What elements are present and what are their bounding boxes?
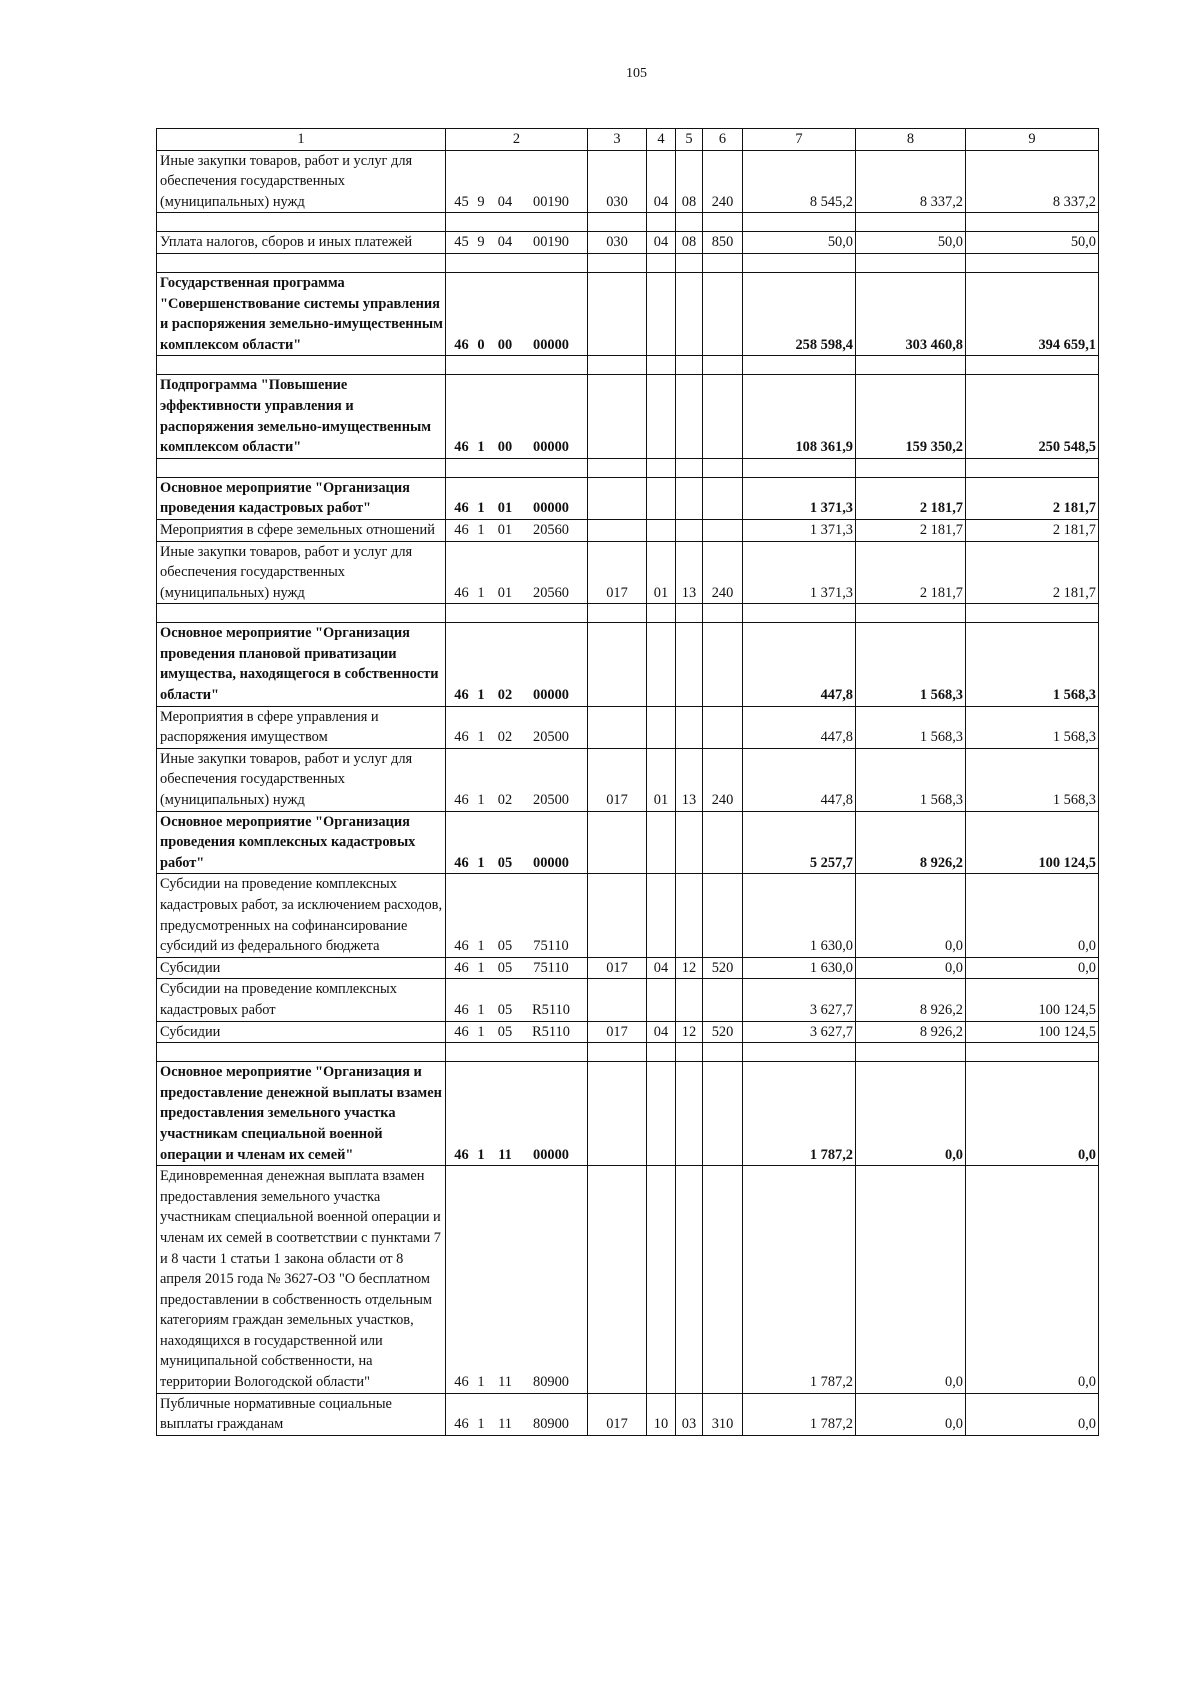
expense-type-code: 240 — [703, 541, 743, 604]
target-code — [446, 1166, 588, 1394]
row-name: Уплата налогов, сборов и иных платежей — [157, 232, 446, 254]
spacer-row — [157, 458, 1099, 477]
table-row — [157, 706, 1099, 748]
table-row — [157, 874, 1099, 957]
section-code: 04 — [647, 957, 676, 979]
code-program: 46 — [454, 1001, 469, 1018]
section-code: 10 — [647, 1393, 676, 1435]
code-program: 46 — [454, 687, 469, 704]
row-name: Субсидии на проведение комплексных кадастровых работ, за исключением расходов, предусмотренных на софинансирование субсидий из федерального бюджета — [157, 874, 446, 957]
amount-year-3: 250 548,5 — [966, 375, 1099, 458]
code-activity: 11 — [498, 1146, 512, 1163]
expense-type-code: 240 — [703, 748, 743, 811]
code-subprogram: 1 — [477, 729, 485, 746]
code-subprogram: 9 — [477, 193, 485, 210]
grbs-code — [588, 477, 647, 519]
amount-year-1: 447,8 — [743, 706, 856, 748]
amount-year-2: 1 568,3 — [856, 706, 966, 748]
grbs-code: 017 — [588, 957, 647, 979]
table-row — [157, 1166, 1099, 1394]
code-subprogram: 1 — [477, 584, 485, 601]
budget-table — [156, 128, 1099, 1436]
amount-year-1: 447,8 — [743, 748, 856, 811]
row-name: Субсидии — [157, 1021, 446, 1043]
spacer-row — [157, 356, 1099, 375]
code-direction: 00190 — [533, 193, 569, 210]
target-code — [446, 150, 588, 213]
subsection-code — [676, 519, 703, 541]
target-code — [446, 706, 588, 748]
column-header: 9 — [966, 129, 1099, 151]
expense-type-code — [703, 874, 743, 957]
code-subprogram: 1 — [477, 521, 485, 538]
section-code: 01 — [647, 748, 676, 811]
code-program: 46 — [454, 792, 469, 809]
subsection-code — [676, 477, 703, 519]
subsection-code — [676, 1062, 703, 1166]
grbs-code — [588, 1166, 647, 1394]
amount-year-3: 2 181,7 — [966, 477, 1099, 519]
section-code — [647, 979, 676, 1021]
column-header: 3 — [588, 129, 647, 151]
amount-year-1: 108 361,9 — [743, 375, 856, 458]
amount-year-3: 1 568,3 — [966, 623, 1099, 706]
code-program: 46 — [454, 1146, 469, 1163]
row-name: Подпрограмма "Повышение эффективности управления и распоряжения земельно-имущественным комплексом области" — [157, 375, 446, 458]
grbs-code: 030 — [588, 150, 647, 213]
code-program: 46 — [454, 854, 469, 871]
section-code — [647, 1062, 676, 1166]
code-activity: 00 — [497, 336, 513, 353]
table-body — [157, 150, 1099, 1435]
target-code — [446, 957, 588, 979]
amount-year-3: 1 568,3 — [966, 748, 1099, 811]
subsection-code — [676, 811, 703, 874]
section-code — [647, 1166, 676, 1394]
target-code — [446, 541, 588, 604]
subsection-code: 08 — [676, 232, 703, 254]
amount-year-2: 1 568,3 — [856, 748, 966, 811]
amount-year-3: 394 659,1 — [966, 272, 1099, 355]
expense-type-code: 520 — [703, 1021, 743, 1043]
amount-year-1: 1 787,2 — [743, 1166, 856, 1394]
code-activity: 04 — [497, 193, 513, 210]
amount-year-3: 100 124,5 — [966, 811, 1099, 874]
amount-year-2: 8 337,2 — [856, 150, 966, 213]
expense-type-code — [703, 477, 743, 519]
amount-year-3: 0,0 — [966, 1393, 1099, 1435]
grbs-code: 017 — [588, 541, 647, 604]
amount-year-1: 1 371,3 — [743, 541, 856, 604]
column-header: 5 — [676, 129, 703, 151]
table-row — [157, 957, 1099, 979]
expense-type-code — [703, 272, 743, 355]
code-subprogram: 1 — [477, 439, 485, 456]
code-subprogram: 1 — [477, 1416, 485, 1433]
code-direction: R5110 — [532, 1023, 570, 1040]
grbs-code: 017 — [588, 748, 647, 811]
table-row — [157, 272, 1099, 355]
subsection-code — [676, 1166, 703, 1394]
code-direction: R5110 — [532, 1001, 570, 1018]
grbs-code — [588, 519, 647, 541]
target-code — [446, 874, 588, 957]
amount-year-2: 0,0 — [856, 874, 966, 957]
row-name: Субсидии на проведение комплексных кадастровых работ — [157, 979, 446, 1021]
code-subprogram: 1 — [477, 854, 485, 871]
target-code — [446, 272, 588, 355]
column-number-row — [157, 129, 1099, 151]
subsection-code — [676, 706, 703, 748]
row-name: Единовременная денежная выплата взамен предоставления земельного участка участникам специальной военной операции и членам их семей в соответствии с пунктами 7 и 8 части 1 статьи 1 закона области от 8 апреля 2015 года № 3627-ОЗ "О бесплатном предоставлении в собственность отдельным категориям граждан земельных участков, находящихся в государственной или муниципальной собственности, на территории Вологодской области" — [157, 1166, 446, 1394]
column-header: 2 — [446, 129, 588, 151]
row-name: Мероприятия в сфере земельных отношений — [157, 519, 446, 541]
row-name: Основное мероприятие "Организация проведения кадастровых работ" — [157, 477, 446, 519]
target-code — [446, 748, 588, 811]
code-program: 46 — [454, 1374, 469, 1391]
code-activity: 01 — [497, 521, 513, 538]
subsection-code: 12 — [676, 1021, 703, 1043]
grbs-code: 017 — [588, 1021, 647, 1043]
row-name: Иные закупки товаров, работ и услуг для обеспечения государственных (муниципальных) нужд — [157, 541, 446, 604]
table-row — [157, 232, 1099, 254]
row-name: Иные закупки товаров, работ и услуг для обеспечения государственных (муниципальных) нужд — [157, 748, 446, 811]
amount-year-3: 50,0 — [966, 232, 1099, 254]
amount-year-3: 2 181,7 — [966, 541, 1099, 604]
amount-year-3: 0,0 — [966, 1166, 1099, 1394]
subsection-code — [676, 874, 703, 957]
code-direction: 75110 — [533, 938, 569, 955]
amount-year-2: 1 568,3 — [856, 623, 966, 706]
grbs-code: 030 — [588, 232, 647, 254]
code-activity: 02 — [497, 792, 513, 809]
grbs-code — [588, 375, 647, 458]
section-code — [647, 477, 676, 519]
code-direction: 20500 — [533, 729, 569, 746]
section-code — [647, 623, 676, 706]
amount-year-2: 8 926,2 — [856, 979, 966, 1021]
target-code — [446, 1021, 588, 1043]
table-row — [157, 748, 1099, 811]
code-direction: 80900 — [533, 1416, 569, 1433]
section-code: 01 — [647, 541, 676, 604]
grbs-code — [588, 874, 647, 957]
code-direction: 00000 — [533, 1146, 569, 1163]
code-activity: 02 — [497, 687, 513, 704]
subsection-code: 13 — [676, 541, 703, 604]
amount-year-2: 0,0 — [856, 1166, 966, 1394]
code-subprogram: 1 — [477, 1374, 485, 1391]
amount-year-2: 2 181,7 — [856, 541, 966, 604]
section-code: 04 — [647, 1021, 676, 1043]
table-row — [157, 1393, 1099, 1435]
code-program: 46 — [454, 938, 469, 955]
amount-year-1: 50,0 — [743, 232, 856, 254]
amount-year-3: 1 568,3 — [966, 706, 1099, 748]
expense-type-code — [703, 1166, 743, 1394]
column-header: 7 — [743, 129, 856, 151]
code-activity: 05 — [497, 1001, 513, 1018]
grbs-code — [588, 623, 647, 706]
code-activity: 01 — [497, 500, 513, 517]
column-header: 8 — [856, 129, 966, 151]
spacer-row — [157, 604, 1099, 623]
table-row — [157, 519, 1099, 541]
target-code — [446, 1393, 588, 1435]
amount-year-1: 1 371,3 — [743, 477, 856, 519]
code-direction: 20560 — [533, 584, 569, 601]
spacer-row — [157, 1043, 1099, 1062]
amount-year-3: 100 124,5 — [966, 1021, 1099, 1043]
amount-year-1: 1 371,3 — [743, 519, 856, 541]
expense-type-code — [703, 623, 743, 706]
row-name: Мероприятия в сфере управления и распоряжения имуществом — [157, 706, 446, 748]
section-code — [647, 519, 676, 541]
code-program: 46 — [454, 1023, 469, 1040]
amount-year-2: 8 926,2 — [856, 811, 966, 874]
target-code — [446, 375, 588, 458]
section-code — [647, 375, 676, 458]
code-program: 46 — [454, 584, 469, 601]
code-activity: 02 — [497, 729, 513, 746]
section-code: 04 — [647, 150, 676, 213]
code-program: 46 — [454, 729, 469, 746]
amount-year-3: 0,0 — [966, 874, 1099, 957]
code-direction: 20560 — [533, 521, 569, 538]
column-header: 6 — [703, 129, 743, 151]
code-program: 45 — [454, 193, 469, 210]
amount-year-1: 258 598,4 — [743, 272, 856, 355]
code-activity: 01 — [497, 584, 513, 601]
amount-year-1: 1 787,2 — [743, 1393, 856, 1435]
code-direction: 00000 — [533, 500, 569, 517]
target-code — [446, 811, 588, 874]
subsection-code: 08 — [676, 150, 703, 213]
code-subprogram: 1 — [477, 1001, 485, 1018]
table-row — [157, 541, 1099, 604]
code-subprogram: 0 — [477, 336, 485, 353]
amount-year-2: 0,0 — [856, 957, 966, 979]
code-activity: 05 — [497, 1023, 513, 1040]
section-code — [647, 706, 676, 748]
target-code — [446, 519, 588, 541]
section-code — [647, 272, 676, 355]
expense-type-code — [703, 519, 743, 541]
amount-year-1: 3 627,7 — [743, 979, 856, 1021]
section-code: 04 — [647, 232, 676, 254]
amount-year-3: 2 181,7 — [966, 519, 1099, 541]
expense-type-code — [703, 811, 743, 874]
row-name: Государственная программа "Совершенствование системы управления и распоряжения земельно-имущественным комплексом области" — [157, 272, 446, 355]
subsection-code — [676, 979, 703, 1021]
amount-year-2: 0,0 — [856, 1062, 966, 1166]
expense-type-code: 520 — [703, 957, 743, 979]
subsection-code — [676, 375, 703, 458]
subsection-code — [676, 623, 703, 706]
code-subprogram: 1 — [477, 792, 485, 809]
code-activity: 04 — [497, 234, 513, 251]
code-direction: 00190 — [533, 234, 569, 251]
code-activity: 05 — [497, 938, 513, 955]
expense-type-code — [703, 979, 743, 1021]
grbs-code — [588, 1062, 647, 1166]
amount-year-3: 100 124,5 — [966, 979, 1099, 1021]
section-code — [647, 811, 676, 874]
row-name: Иные закупки товаров, работ и услуг для обеспечения государственных (муниципальных) нужд — [157, 150, 446, 213]
target-code — [446, 1062, 588, 1166]
code-program: 46 — [454, 500, 469, 517]
code-subprogram: 1 — [477, 1023, 485, 1040]
amount-year-1: 447,8 — [743, 623, 856, 706]
code-direction: 20500 — [533, 792, 569, 809]
table-row — [157, 623, 1099, 706]
section-code — [647, 874, 676, 957]
column-header: 1 — [157, 129, 446, 151]
target-code — [446, 623, 588, 706]
expense-type-code — [703, 375, 743, 458]
amount-year-2: 2 181,7 — [856, 519, 966, 541]
code-subprogram: 1 — [477, 500, 485, 517]
amount-year-2: 303 460,8 — [856, 272, 966, 355]
grbs-code: 017 — [588, 1393, 647, 1435]
table-row — [157, 1021, 1099, 1043]
amount-year-1: 8 545,2 — [743, 150, 856, 213]
row-name: Основное мероприятие "Организация и предоставление денежной выплаты взамен предоставления земельного участка участникам специальной военной операции и членам их семей" — [157, 1062, 446, 1166]
code-subprogram: 1 — [477, 687, 485, 704]
table-row — [157, 375, 1099, 458]
row-name: Публичные нормативные социальные выплаты гражданам — [157, 1393, 446, 1435]
code-direction: 00000 — [533, 439, 569, 456]
amount-year-1: 1 787,2 — [743, 1062, 856, 1166]
code-direction: 00000 — [533, 687, 569, 704]
table-row — [157, 150, 1099, 213]
table-row — [157, 811, 1099, 874]
target-code — [446, 232, 588, 254]
amount-year-1: 3 627,7 — [743, 1021, 856, 1043]
code-subprogram: 9 — [477, 234, 485, 251]
code-direction: 00000 — [533, 854, 569, 871]
grbs-code — [588, 979, 647, 1021]
grbs-code — [588, 272, 647, 355]
expense-type-code — [703, 706, 743, 748]
code-program: 46 — [454, 959, 469, 976]
code-program: 46 — [454, 1416, 469, 1433]
code-direction: 00000 — [533, 336, 569, 353]
amount-year-2: 50,0 — [856, 232, 966, 254]
code-program: 46 — [454, 521, 469, 538]
amount-year-2: 2 181,7 — [856, 477, 966, 519]
amount-year-2: 8 926,2 — [856, 1021, 966, 1043]
code-subprogram: 1 — [477, 1146, 485, 1163]
grbs-code — [588, 706, 647, 748]
target-code — [446, 477, 588, 519]
code-direction: 80900 — [533, 1374, 569, 1391]
grbs-code — [588, 811, 647, 874]
code-activity: 00 — [497, 439, 513, 456]
row-name: Основное мероприятие "Организация проведения плановой приватизации имущества, находящегося в собственности области" — [157, 623, 446, 706]
subsection-code: 12 — [676, 957, 703, 979]
row-name: Субсидии — [157, 957, 446, 979]
amount-year-3: 0,0 — [966, 1062, 1099, 1166]
code-program: 46 — [454, 336, 469, 353]
code-activity: 05 — [497, 854, 513, 871]
subsection-code: 13 — [676, 748, 703, 811]
amount-year-1: 1 630,0 — [743, 957, 856, 979]
amount-year-3: 0,0 — [966, 957, 1099, 979]
expense-type-code — [703, 1062, 743, 1166]
expense-type-code: 850 — [703, 232, 743, 254]
spacer-row — [157, 213, 1099, 232]
expense-type-code: 310 — [703, 1393, 743, 1435]
code-program: 45 — [454, 234, 469, 251]
amount-year-2: 0,0 — [856, 1393, 966, 1435]
amount-year-1: 5 257,7 — [743, 811, 856, 874]
expense-type-code: 240 — [703, 150, 743, 213]
spacer-row — [157, 253, 1099, 272]
amount-year-2: 159 350,2 — [856, 375, 966, 458]
subsection-code: 03 — [676, 1393, 703, 1435]
page-number: 105 — [626, 66, 647, 81]
code-direction: 75110 — [533, 959, 569, 976]
code-activity: 05 — [497, 959, 513, 976]
amount-year-3: 8 337,2 — [966, 150, 1099, 213]
table-row — [157, 979, 1099, 1021]
code-activity: 11 — [498, 1374, 512, 1391]
code-program: 46 — [454, 439, 469, 456]
table-row — [157, 1062, 1099, 1166]
table-row — [157, 477, 1099, 519]
code-subprogram: 1 — [477, 959, 485, 976]
target-code — [446, 979, 588, 1021]
code-activity: 11 — [498, 1416, 512, 1433]
row-name: Основное мероприятие "Организация проведения комплексных кадастровых работ" — [157, 811, 446, 874]
code-subprogram: 1 — [477, 938, 485, 955]
column-header: 4 — [647, 129, 676, 151]
subsection-code — [676, 272, 703, 355]
amount-year-1: 1 630,0 — [743, 874, 856, 957]
